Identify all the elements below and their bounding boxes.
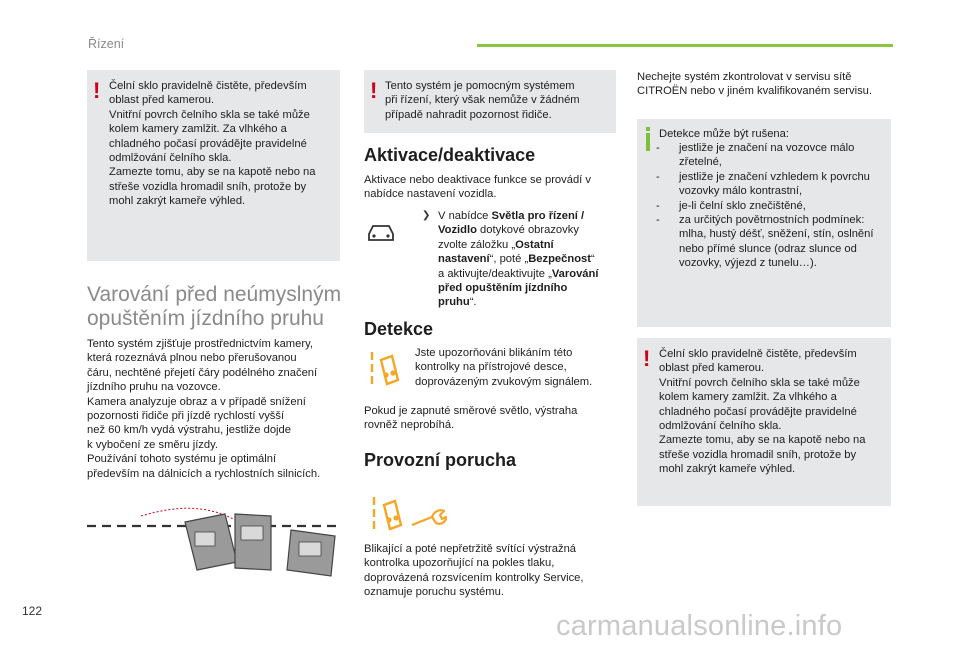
header-accent-bar [477,44,893,47]
warning-box-windshield-2 [637,338,891,506]
info-lead: Detekce může být rušena: [659,128,789,140]
page-section-title: Řízení [88,37,125,51]
section-title-detection: Detekce [364,319,434,339]
lane-departure-illustration [85,500,343,580]
warning-box-assist [364,70,616,133]
menu-instructions: V nabídce Světla pro řízení / Vozidlo dotykové obrazovky zvolte záložku „Ostatní nastavení“, poté „Bezpečnost“ a aktivujte/deaktivujte „Varování před opuštěním jízdního pruhu“. [438,210,599,309]
warning-text: Tento systém je pomocným systémem při řízení, který však nemůže v žádném případě nahradit pozornost řidiče. [385,80,580,121]
wrench-icon [408,505,448,531]
activation-body: Aktivace nebo deaktivace funkce se provádí v nabídce nastavení vozidla. [364,174,591,201]
info-box-detection [637,119,891,327]
info-icon [646,133,650,151]
lane-departure-icon [370,495,404,535]
list-item: - jestliže je značení vzhledem k povrchu vozovky málo kontrastní, [651,170,887,199]
fault-body: Blikající a poté nepřetržitě svítící výstražná kontrolka upozorňující na pokles tlaku, doprovázená rozsvícením kontrolky Service, oznamuje poruchu systému. [364,543,584,599]
car-icon [366,222,396,244]
list-item: - je-li čelní sklo znečištěné, [651,199,887,213]
warning-box-windshield [87,70,340,261]
watermark: carmanualsonline.info [556,610,843,642]
lane-departure-icon [368,350,400,388]
section-title-lane-departure: Varování před neúmyslným opuštěním jízdního pruhu [87,283,342,330]
page-number: 122 [22,604,43,618]
service-intro: Nechejte systém zkontrolovat v servisu sítě CITROËN nebo v jiném kvalifikovaném servisu. [637,71,873,98]
section-title-activation: Aktivace/deaktivace [364,145,536,165]
list-item: - za určitých povětrnostních podmínek: mlha, hustý déšť, sněžení, stín, oslnění nebo přímé slunce (odraz slunce od vozovky, výjezd z tunelu…). [651,213,887,271]
menu-arrow-icon: ❯ [422,210,431,221]
section-title-fault: Provozní porucha [364,450,517,470]
info-list [651,141,887,271]
exclamation-icon: ! [643,346,651,371]
detection-text: Jste upozorňováni blikáním této kontrolky na přístrojové desce, doprovázeným zvukovým signálem. [415,347,593,388]
lane-departure-body: Tento systém zjišťuje prostřednictvím kamery, která rozeznává plnou nebo přerušovanou čáru, nechtěné přejetí čáry podélného značení jízdního pruhu na vozovce. Kamera analyzuje obraz a v případě snížení pozornosti řidiče při jízdě rychlostí vyšší než 60 km/h vydá výstrahu, jestliže dojde k vybočení ze směru jízdy. Používání tohoto systému je optimální především na dálnicích a rychlostních silnicích. [87,338,321,480]
detection-body: Pokud je zapnuté směrové světlo, výstraha rovněž neprobíhá. [364,405,578,432]
warning-text: Čelní sklo pravidelně čistěte, především oblast před kamerou. Vnitřní povrch čelního skla se také může kolem kamery zamlžit. Za vlhkého a chladného počasí provádějte pravidelné odmlžování čelního skla. Zamezte tomu, aby se na kapotě nebo na střeše vozidla hromadil sníh, protože by mohl zakrýt kameře výhled. [659,348,866,476]
list-item: - jestliže je značení na vozovce málo zřetelné, [651,141,887,170]
exclamation-icon: ! [93,78,101,103]
exclamation-icon: ! [370,78,378,103]
warning-text: Čelní sklo pravidelně čistěte, především oblast před kamerou. Vnitřní povrch čelního skla se také může kolem kamery zamlžit. Za vlhkého a chladného počasí provádějte pravidelné odmlžování čelního skla. Zamezte tomu, aby se na kapotě nebo na střeše vozidla hromadil sníh, protože by mohl zakrýt kameře výhled. [109,80,316,208]
